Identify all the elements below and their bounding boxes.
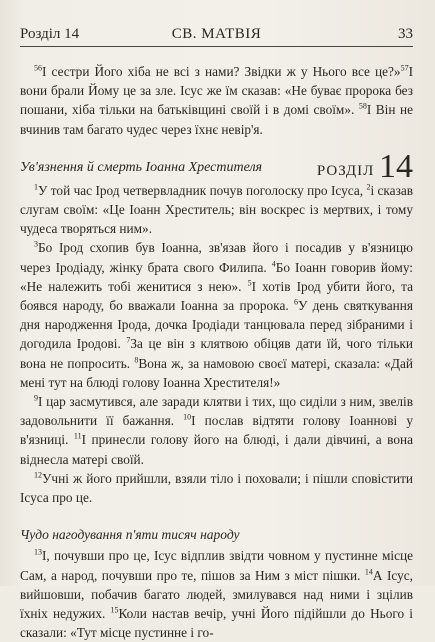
verse-text: І, почувши про це, Ісус відплив звідти човном у пустинне місце Сам, а народ, почувши про те, пішов за Ним з міст пішки. xyxy=(20,548,413,583)
page-body xyxy=(20,62,413,642)
chapter-heading xyxy=(316,147,413,185)
verse-text: і сказав слугам своїм: «Це Іоанн Хреститель; він воскрес із мертвих, і тому чудеса творяться ним». xyxy=(20,182,414,237)
header-book-title: СВ. МАТВІЯ xyxy=(171,26,262,42)
verse-number: 8 xyxy=(134,355,139,365)
verse-text: І вони брали Йому це за зле. Ісус же їм сказав: «Не буває пророка без пошани, хіба тільки на батьківщині своїй і в домі своїм». xyxy=(20,64,413,118)
verse-number: 10 xyxy=(183,412,192,422)
verse-text: У день святкування дня народження Ірода, дочка Іродіади танцювала перед зібраними і догодила Іродові. xyxy=(20,298,413,352)
verse-text: І послав відтяти голову Іоаннові у в'язниці. xyxy=(20,413,413,448)
verse-paragraph xyxy=(20,469,413,507)
verse-paragraph xyxy=(20,181,413,239)
verse-text: Бо Ірод схопив був Іоанна, зв'язав його і посадив у в'язницю через Іродіаду, жінку брата свого Филипа. xyxy=(20,240,413,275)
verse-number: 13 xyxy=(34,548,42,558)
verse-number: 56 xyxy=(34,63,42,73)
verse-text: Учні ж його прийшли, взяли тіло і поховали; і пішли сповістити Ісуса про це. xyxy=(20,470,413,506)
verse-number: 9 xyxy=(34,393,38,403)
verse-text: І Він не вчинив там багато чудес через їхнє невір'я. xyxy=(20,102,413,137)
section-text xyxy=(20,546,413,642)
verse-number: 14 xyxy=(364,567,373,577)
section-text xyxy=(20,181,413,507)
verse-paragraph xyxy=(20,62,413,139)
verse-number: 12 xyxy=(34,470,42,480)
verse-number: 3 xyxy=(34,240,38,249)
verse-number: 2 xyxy=(366,182,371,192)
header-chapter: Розділ 14 xyxy=(20,26,80,42)
verse-text: Коли настав вечір, учні Його підійшли до Нього і сказали: «Тут місце пустинне і го- xyxy=(20,606,413,641)
verse-text: Вона ж, за намовою своєї матері, сказала: «Дай мені тут на блюді голову Іоанна Хрестителя!» xyxy=(20,355,413,390)
section-heading-row xyxy=(20,147,413,185)
verse-number: 6 xyxy=(293,297,298,307)
section-title: Ув'язнення й смерть Іоанна Хрестителя xyxy=(20,159,263,175)
verse-text: А Ісус, вийшовши, побачив багато людей, змилувався над ними і зцілив їхніх недужих. xyxy=(20,567,413,622)
verse-text: Бо Іоанн говорив йому: «Не належить тобі женитися з нею». xyxy=(20,259,413,294)
verse-number: 57 xyxy=(400,63,409,73)
verse-number: 58 xyxy=(358,101,367,111)
verse-number: 1 xyxy=(34,182,38,192)
verse-text: І принесли голову його на блюді, і дали дівчині, а вона віднесла матері своїй. xyxy=(20,432,413,467)
verse-text: І цар засмутився, але заради клятви і тих, що сиділи з ним, звелів задовольнити її бажання. xyxy=(20,394,413,429)
verse-text: І хотів Ірод убити його, та боявся народу, бо вважали Іоанна за пророка. xyxy=(20,278,413,314)
header-rule xyxy=(20,46,413,47)
verse-text: За це він з клятвою обіцяв дати їй, чого тільки вона не попросить. xyxy=(20,336,413,371)
verse-number: 4 xyxy=(271,259,276,269)
running-header xyxy=(20,26,413,46)
verse-text: І сестри Його хіба не всі з нами? Звідки ж у Нього все це?» xyxy=(42,64,401,79)
verse-number: 7 xyxy=(126,336,131,346)
verse-paragraph xyxy=(20,546,413,642)
page-number: 33 xyxy=(398,26,413,42)
chapter-number: 14 xyxy=(379,147,413,185)
verse-number: 5 xyxy=(247,278,252,288)
verse-text: У той час Ірод четвервладник почув поголоску про Ісуса, xyxy=(38,182,367,198)
verse-paragraph xyxy=(20,392,413,469)
section-title: Чудо нагодування п'яти тисяч народу xyxy=(20,527,240,543)
verse-number: 15 xyxy=(110,605,119,615)
verse-number: 11 xyxy=(73,432,82,442)
verse-paragraph xyxy=(20,238,413,392)
chapter-label: РОЗДІЛ xyxy=(316,162,375,179)
